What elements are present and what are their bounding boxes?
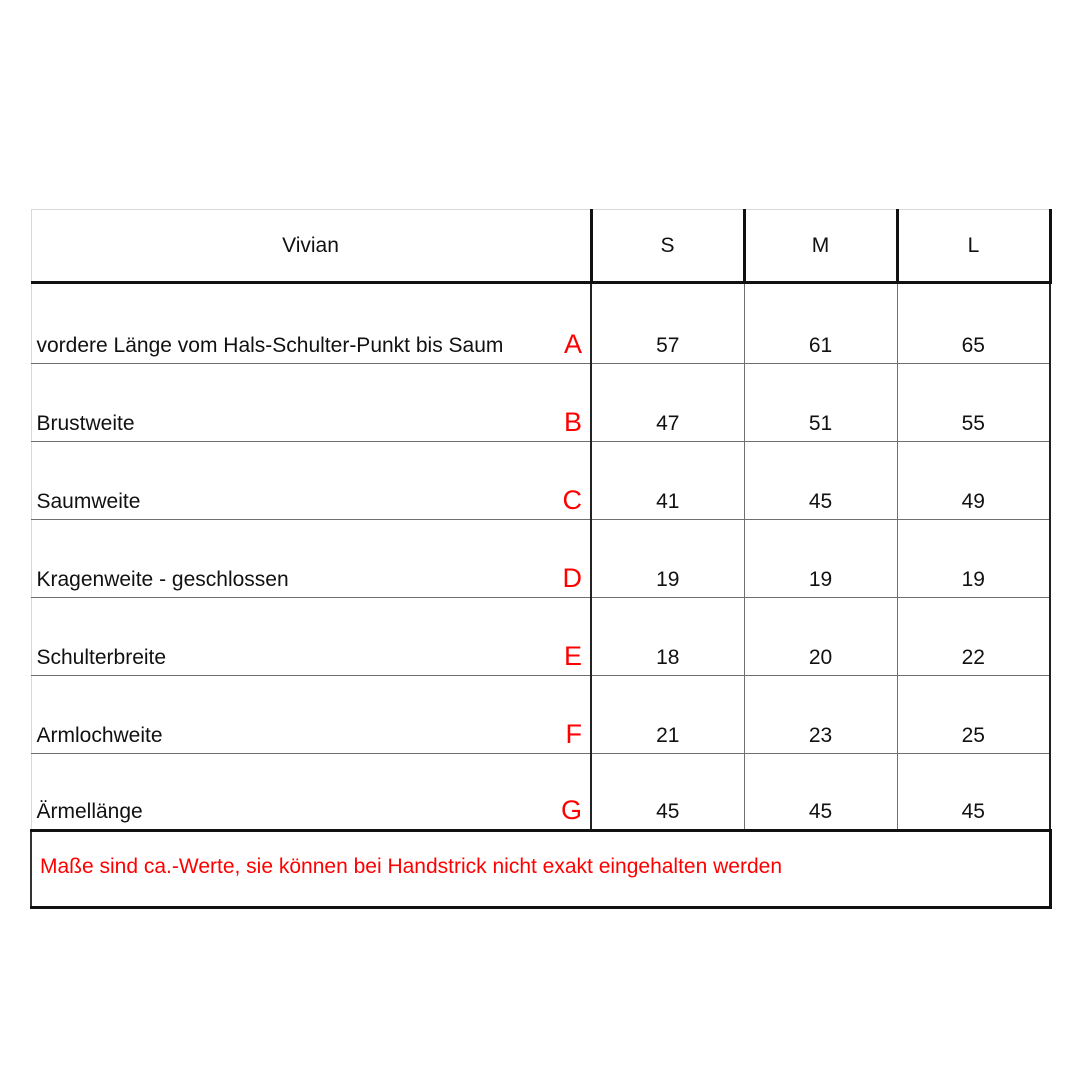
value-s: 19 (591, 520, 744, 598)
value-s: 21 (591, 676, 744, 754)
value-s: 41 (591, 442, 744, 520)
value-l: 25 (897, 676, 1050, 754)
row-label-cell (31, 598, 591, 676)
value-l: 55 (897, 364, 1050, 442)
row-label-cell (31, 520, 591, 598)
value-m: 19 (744, 520, 897, 598)
value-m: 20 (744, 598, 897, 676)
value-l: 65 (897, 283, 1050, 364)
table-row (31, 520, 1050, 598)
size-header-s: S (591, 210, 744, 283)
header-row (31, 210, 1050, 283)
value-l: 19 (897, 520, 1050, 598)
row-label: Brustweite (36, 412, 135, 435)
value-l: 49 (897, 442, 1050, 520)
row-label: vordere Länge vom Hals-Schulter-Punkt bis Saum (36, 334, 504, 357)
size-chart-sheet (30, 209, 1049, 878)
row-label-cell (31, 364, 591, 442)
measure-letter: D (562, 563, 582, 593)
measure-letter: E (563, 641, 582, 671)
value-m: 23 (744, 676, 897, 754)
value-s: 18 (591, 598, 744, 676)
table-row (31, 598, 1050, 676)
value-m: 45 (744, 442, 897, 520)
row-label-cell (31, 676, 591, 754)
value-l: 22 (897, 598, 1050, 676)
row-label: Saumweite (36, 490, 141, 513)
row-label: Ärmellänge (36, 800, 143, 823)
table-row (31, 754, 1050, 831)
measure-letter: A (563, 329, 582, 359)
value-m: 61 (744, 283, 897, 364)
value-m: 45 (744, 754, 897, 831)
row-label-cell (31, 283, 591, 364)
size-header-l: L (897, 210, 1050, 283)
measure-letter: C (562, 485, 582, 515)
row-label-cell (31, 442, 591, 520)
measure-letter: G (560, 795, 582, 825)
measure-letter: F (565, 719, 582, 749)
table-row (31, 283, 1050, 364)
row-label: Armlochweite (36, 724, 163, 747)
size-table (30, 209, 1052, 909)
row-label: Kragenweite - geschlossen (36, 568, 289, 591)
value-l: 45 (897, 754, 1050, 831)
value-s: 45 (591, 754, 744, 831)
value-s: 47 (591, 364, 744, 442)
table-title: Vivian (31, 210, 591, 283)
value-s: 57 (591, 283, 744, 364)
table-row (31, 364, 1050, 442)
row-label: Schulterbreite (36, 646, 167, 669)
table-row (31, 442, 1050, 520)
table-row (31, 676, 1050, 754)
row-label-cell (31, 754, 591, 831)
size-header-m: M (744, 210, 897, 283)
note-row (31, 831, 1050, 908)
measure-letter: B (563, 407, 582, 437)
approximation-note: Maße sind ca.-Werte, sie können bei Handstrick nicht exakt eingehalten werden (31, 831, 1050, 908)
value-m: 51 (744, 364, 897, 442)
